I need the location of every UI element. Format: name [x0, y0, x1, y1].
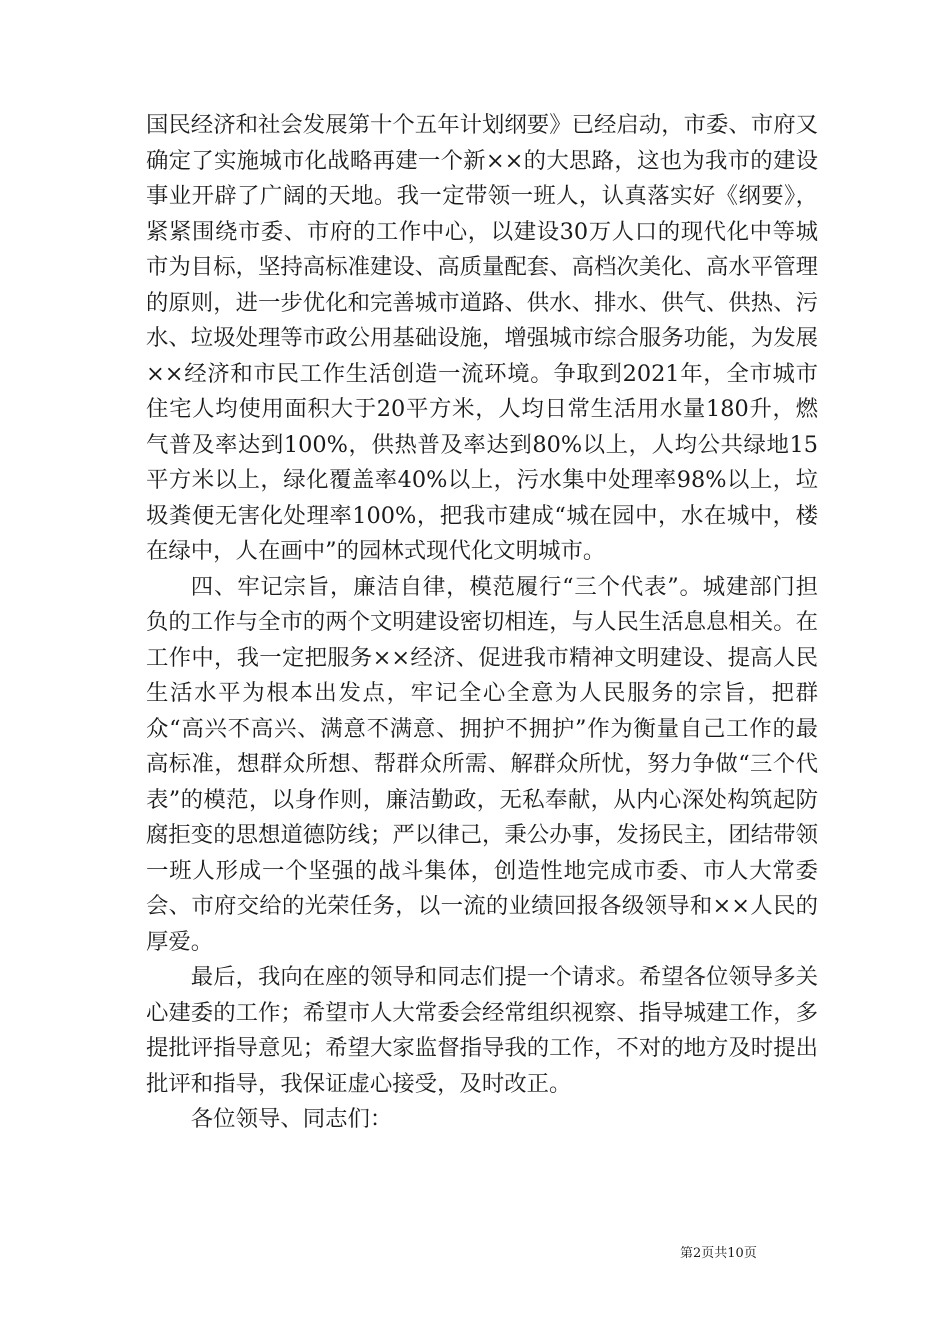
paragraph-section-four: 四、牢记宗旨，廉洁自律，模范履行“三个代表”。城建部门担负的工作与全市的两个文明建设密切相连，与人民生活息息相关。在工作中，我一定把服务××经济、促进我市精神文明建设、提高人民生活水平为根本出发点，牢记全心全意为人民服务的宗旨，把群众“高兴不高兴、满意不满意、拥护不拥护”作为衡量自己工作的最高标准，想群众所想、帮群众所需、解群众所忧，努力争做“三个代表”的模范，以身作则，廉洁勤政，无私奉献，从内心深处构筑起防腐拒变的思想道德防线；严以律己，秉公办事，发扬民主，团结带领一班人形成一个坚强的战斗集体，创造性地完成市委、市人大常委会、市府交给的光荣任务，以一流的业绩回报各级领导和××人民的厚爱。	[146, 573, 818, 955]
paragraph-salutation: 各位领导、同志们：	[190, 1106, 393, 1132]
paragraph-continuation: 国民经济和社会发展第十个五年计划纲要》已经启动，市委、市府又确定了实施城市化战略再建一个新××的大思路，这也为我市的建设事业开辟了广阔的天地。我一定带领一班人，认真落实好《纲要》，紧紧围绕市委、市府的工作中心，以建设30万人口的现代化中等城市为目标，坚持高标准建设、高质量配套、高档次美化、高水平管理的原则，进一步优化和完善城市道路、供水、排水、供气、供热、污水、垃圾处理等市政公用基础设施，增强城市综合服务功能，为发展××经济和市民工作生活创造一流环境。争取到2021年，全市城市住宅人均使用面积大于20平方米，人均日常生活用水量180升，燃气普及率达到100%，供热普及率达到80%以上，人均公共绿地15平方米以上，绿化覆盖率40%以上，污水集中处理率98%以上，垃圾粪便无害化处理率100%，把我市建成“城在园中，水在城中，楼在绿中，人在画中”的园林式现代化文明城市。	[146, 112, 818, 564]
document-body	[146, 108, 818, 1138]
page-number-footer: 第2页共10页	[680, 1246, 757, 1261]
paragraph-request: 最后，我向在座的领导和同志们提一个请求。希望各位领导多关心建委的工作；希望市人大常委会经常组织视察、指导城建工作，多提批评指导意见；希望大家监督指导我的工作，不对的地方及时提出批评和指导，我保证虚心接受，及时改正。	[146, 964, 818, 1097]
